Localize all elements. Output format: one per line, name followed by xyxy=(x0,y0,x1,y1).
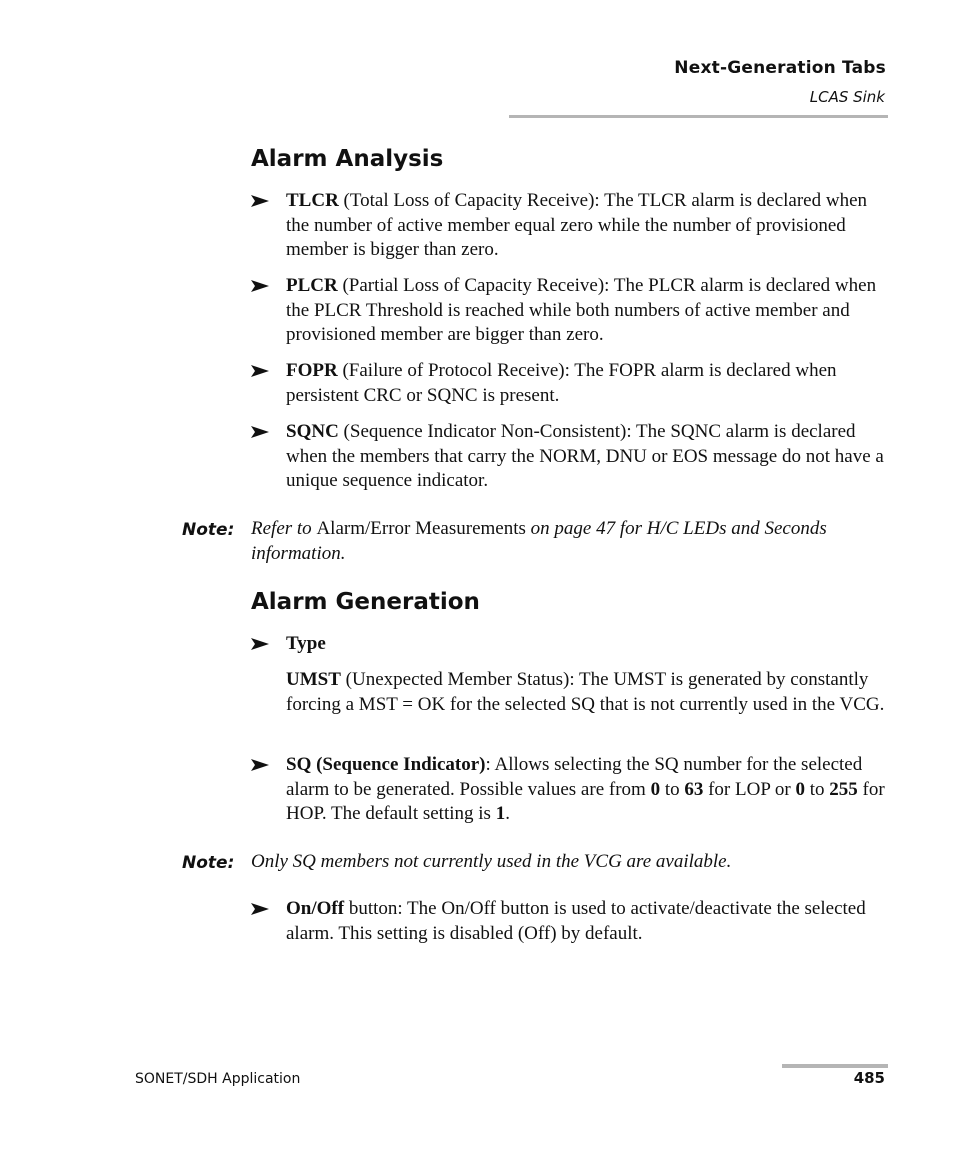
value: 1 xyxy=(495,803,506,824)
text-part: for HOP. The default setting is xyxy=(286,778,885,824)
note-suffix: on page 47 for H/C LEDs and Seconds information. xyxy=(251,518,827,564)
header-rule xyxy=(509,115,888,118)
note-prefix: Refer to xyxy=(251,518,317,539)
text-part: to xyxy=(805,778,830,800)
paragraph-umst xyxy=(286,668,890,717)
list-item-sqnc xyxy=(250,420,890,494)
text-part: : Allows selecting the SQ number for the selected alarm to be generated. Possible values are from xyxy=(286,754,863,800)
value: 63 xyxy=(684,778,704,800)
footer-document-title: SONET/SDH Application xyxy=(135,1071,301,1087)
description: (Sequence Indicator Non-Consistent): The SQNC alarm is declared when the members that carry the NORM, DNU or EOS message do not have a unique sequence indicator. xyxy=(286,421,884,491)
note-alarm-analysis xyxy=(182,517,892,566)
bullet-arrow-icon xyxy=(250,634,270,654)
bullet-arrow-icon xyxy=(250,361,270,381)
list-item-sq xyxy=(250,753,890,827)
term: SQNC xyxy=(286,421,339,442)
footer-rule xyxy=(782,1064,888,1068)
bullet-arrow-icon xyxy=(250,422,270,442)
running-header-title: Next-Generation Tabs xyxy=(674,58,886,78)
term: FOPR xyxy=(286,360,338,381)
term: UMST xyxy=(286,669,341,690)
value: 255 xyxy=(829,778,858,800)
description: button: The On/Off button is used to activate/deactivate the selected alarm. This setting is disabled (Off) by default. xyxy=(286,898,866,944)
page-number: 485 xyxy=(853,1069,885,1087)
description: (Partial Loss of Capacity Receive): The PLCR alarm is declared when the PLCR Threshold is reached while both numbers of active member and provisioned member are bigger than zero. xyxy=(286,275,877,345)
value: 0 xyxy=(795,778,806,800)
text-part: for LOP or xyxy=(703,778,796,800)
bullet-arrow-icon xyxy=(250,191,270,211)
term: SQ (Sequence Indicator) xyxy=(286,754,486,775)
running-header-subtitle: LCAS Sink xyxy=(809,88,885,106)
note-label: Note: xyxy=(182,520,235,540)
term: On/Off xyxy=(286,898,345,919)
description: (Unexpected Member Status): The UMST is generated by constantly forcing a MST = OK for the selected SQ that is not currently used in the VCG. xyxy=(286,669,885,715)
list-item-fopr xyxy=(250,359,890,408)
term: Type xyxy=(286,633,326,654)
list-item-tlcr xyxy=(250,189,890,263)
cross-reference-link[interactable]: Alarm/Error Measurements xyxy=(316,518,526,539)
description: (Total Loss of Capacity Receive): The TLCR alarm is declared when the number of active member equal zero while the number of provisioned member is bigger than zero. xyxy=(286,190,868,260)
note-text: Only SQ members not currently used in the VCG are available. xyxy=(251,851,732,872)
description: (Failure of Protocol Receive): The FOPR alarm is declared when persistent CRC or SQNC is present. xyxy=(286,360,837,406)
section-heading-alarm-analysis: Alarm Analysis xyxy=(251,146,444,172)
list-item-on-off xyxy=(250,897,890,946)
list-item-type xyxy=(250,632,890,657)
note-label: Note: xyxy=(182,853,235,873)
list-item-plcr xyxy=(250,274,890,348)
bullet-arrow-icon xyxy=(250,276,270,296)
note-alarm-generation xyxy=(182,850,892,875)
value: 0 xyxy=(650,778,661,800)
bullet-arrow-icon xyxy=(250,899,270,919)
text-part: to xyxy=(660,778,685,800)
text-part: . xyxy=(505,803,510,824)
term: PLCR xyxy=(286,275,338,296)
term: TLCR xyxy=(286,190,339,211)
section-heading-alarm-generation: Alarm Generation xyxy=(251,589,480,615)
bullet-arrow-icon xyxy=(250,755,270,775)
